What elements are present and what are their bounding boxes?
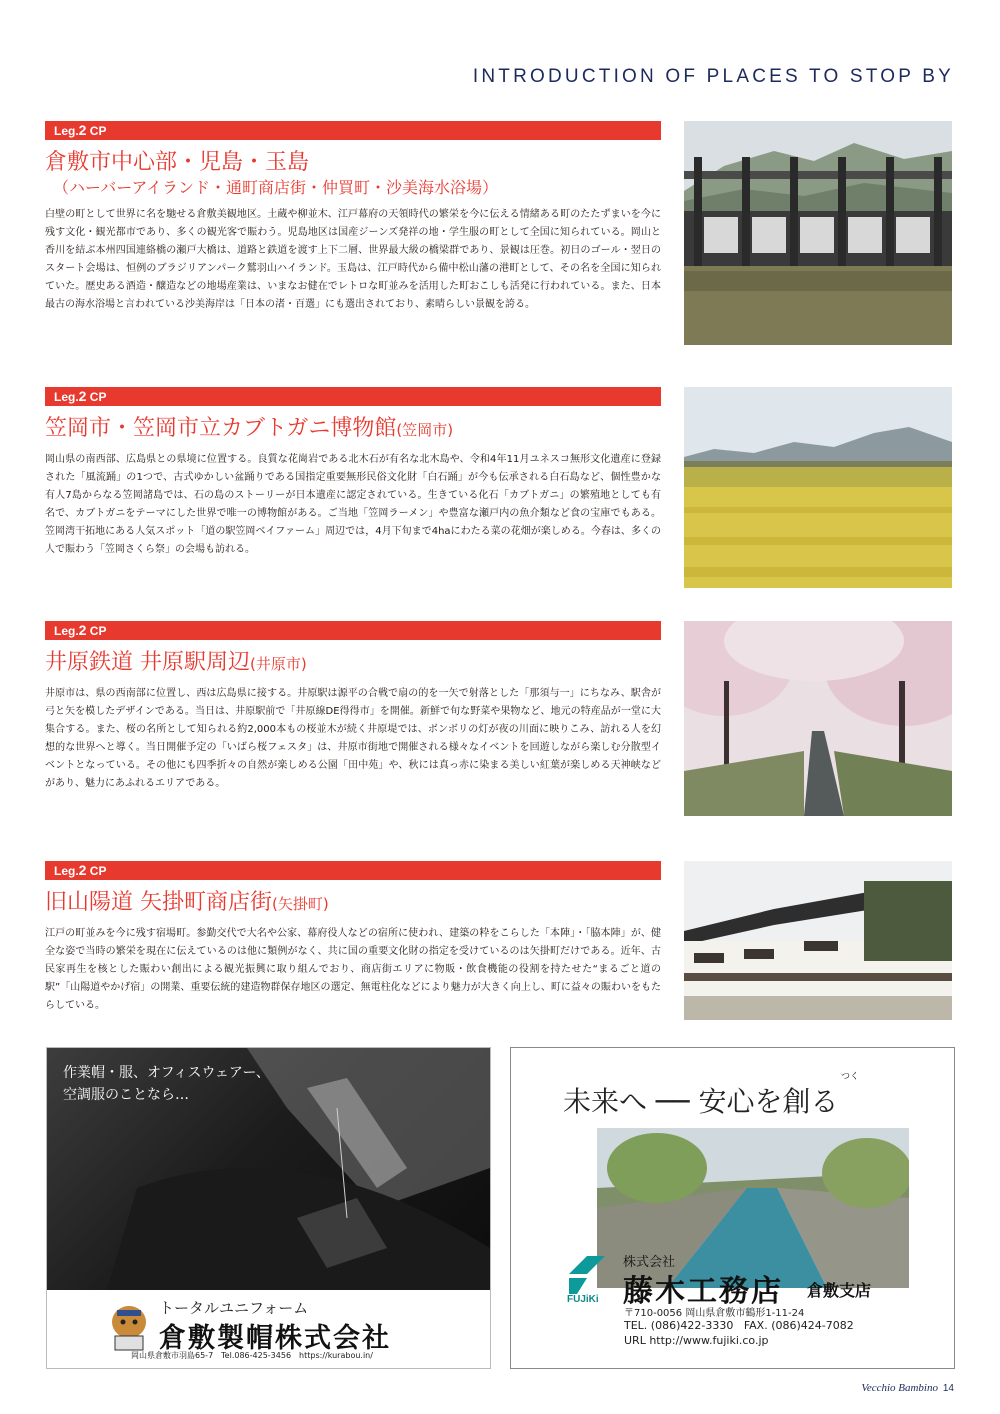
fujiki-logo-icon [565, 1250, 609, 1296]
leg-number: 2 [78, 622, 87, 638]
section-title-text: 旧山陽道 矢掛町商店街 [45, 890, 272, 915]
section-kasaoka [45, 387, 661, 559]
leg-bar [45, 121, 661, 140]
ad-address: 岡山県倉敷市羽島65-7 Tel.086-425-3456 https://kurabou.in/ [131, 1351, 373, 1360]
leg-prefix: Leg. [54, 864, 79, 878]
leg-prefix: Leg. [54, 390, 79, 404]
section-title [45, 889, 661, 918]
photo-rapeseed-field [684, 387, 952, 588]
branch-name: 倉敷支店 [807, 1281, 872, 1300]
page-header: INTRODUCTION OF PLACES TO STOP BY [472, 66, 954, 87]
tagline-line-2: 空調服のことなら… [63, 1087, 189, 1103]
ad-headline: 未来へ ── 安心を創る [563, 1085, 839, 1118]
postal-address: 〒710-0056 岡山県倉敷市鶴形1-11-24 [624, 1308, 805, 1319]
fujiki-logo-text: FUJiKi [567, 1294, 599, 1305]
leg-bar [45, 387, 661, 406]
section-kurashiki [45, 121, 661, 314]
ad-kurabou[interactable] [46, 1047, 491, 1369]
leg-prefix: Leg. [54, 124, 79, 138]
brand-name: 倉敷製帽株式会社 [159, 1323, 391, 1354]
leg-number: 2 [78, 122, 87, 138]
ad-tagline [63, 1062, 270, 1106]
tel-fax: TEL. (086)422-3330 FAX. (086)424-7082 [624, 1319, 854, 1332]
section-title-text: 井原鉄道 井原駅周辺 [45, 650, 250, 675]
section-body: 白壁の町として世界に名を馳せる倉敷美観地区。土蔵や柳並木、江戸幕府の天領時代の繁栄を今に伝える情緒ある町のたたずまいを今に残す文化・観光都市であり、多くの観光客で賑わう。児島地区は国産ジーンズ発祥の地・学生服の町として全国に知られている。岡山と香川を結ぶ本州四国連絡橋の瀬戸大橋は、道路と鉄道を渡す上下二層、世界最大級の橋梁群であり、景観は圧巻。初日のゴール・翌日のスタート会場は、恒例のブラジリアンパーク鷲羽山ハイランド。玉島は、江戸時代から備中松山藩の港町として、その名を全国に知られていた。歴史ある酒造・醸造などの地場産業は、いまなお健在でレトロな町並みを活用した町おこしも活発に行われている。また、日本最古の海水浴場と言われている沙美海岸は「日本の渚・百選」にも選出されており、素晴らしい景観を誇る。 [45, 209, 661, 310]
section-title [45, 649, 661, 678]
tagline-line-1: 作業帽・服、オフィスウェアー、 [63, 1065, 270, 1081]
leg-cp: CP [86, 624, 107, 638]
leg-number: 2 [78, 862, 87, 878]
section-title-city: (井原市) [250, 655, 307, 673]
leg-cp: CP [86, 390, 107, 404]
cherry-blossom-illustration [684, 621, 952, 816]
mascot-icon [103, 1300, 155, 1352]
brand-top: トータルユニフォーム [159, 1299, 309, 1317]
photo-canal-sluice [684, 121, 952, 345]
section-title [45, 415, 661, 444]
section-body: 岡山県の南西部、広島県との県境に位置する。良質な花崗岩である北木石が有名な北木島や、令和4年11月ユネスコ無形文化遺産に登録された「風流踊」の1つで、古式ゆかしい盆踊りである国指定重要無形民俗文化財「白石踊」が今も伝承される白石島など、個性豊かな有人7島からなる笠岡諸島では、石の島のストーリーが日本遺産に認定されている。生きている化石「カブトガニ」の繁殖地としても有名で、カブトガニをテーマにした世界で唯一の博物館がある。ご当地「笠岡ラーメン」や豊富な瀬戸内の魚介類など食の宝庫でもある。笠岡湾干拓地にある人気スポット「道の駅笠岡ベイファーム」周辺では，4月下旬まで4haにわたる菜の花畑が楽しめる。今春は、多くの人で賑わう「笠岡さくら祭」の会場も訪れる。 [45, 454, 661, 555]
headline-ruby: つく [841, 1072, 860, 1082]
leg-number: 2 [78, 388, 87, 404]
section-title [45, 149, 661, 177]
leg-cp: CP [86, 124, 107, 138]
section-body: 井原市は、県の西南部に位置し、西は広島県に接する。井原駅は源平の合戦で扇の的を一矢で射落とした「那須与一」にちなみ、駅舎が弓と矢を模したデザインである。当日は、井原駅前で「井原線DE得得市」を開催。新鮮で旬な野菜や果物など、地元の特産品が一堂に大集合する。また、桜の名所として知られる約2,000本もの桜並木が続く井原堤では、ボンボリの灯が夜の川面に映りこみ、訪れる人を幻想的な世界へと導く。当日開催予定の「いばら桜フェスタ」は、井原市街地で開催される様々なイベントを回遊しながら楽しむ分散型イベントとなっている。その他にも四季折々の自然が楽しめる公園「田中苑」や、秋には真っ赤に染まる美しい紅葉が楽しめる天神峡などがあり、魅力にあふれるエリアである。 [45, 688, 661, 789]
photo-cherry-blossom-path [684, 621, 952, 816]
ad-photo-embroidery-machine [47, 1048, 490, 1290]
leg-bar [45, 861, 661, 880]
sluice-gate-illustration [684, 121, 952, 345]
page-number: 14 [942, 1383, 954, 1394]
ad-fujiki[interactable] [510, 1047, 955, 1369]
section-title-text: 笠岡市・笠岡市立カブトガニ博物館 [45, 416, 397, 441]
company-prefix: 株式会社 [623, 1255, 676, 1270]
section-ibara [45, 621, 661, 793]
section-title-city: (笠岡市) [396, 421, 454, 439]
section-body: 江戸の町並みを今に残す宿場町。参勤交代で大名や公家、幕府役人などの宿所に使われ、建築の粋をこらした「本陣」・「脇本陣」が、健全な姿で当時の繁栄を現在に伝えているのは他に類例がなく、共に国の重要文化財の指定を受けているのは矢掛町だけである。近年、古民家再生を核とした賑わい創出による観光振興に取り組んでおり、商店街エリアに物販・飲食機能の役割を持たせた“まるごと道の駅”「山陽道やかげ宿」の開業、重要伝統的建造物群保存地区の選定、無電柱化などにより魅力が大きく向上し、町に益々の賑わいをもたらしている。 [45, 928, 661, 1011]
old-townhouse-illustration [684, 861, 952, 1020]
company-url[interactable]: URL http://www.fujiki.co.jp [624, 1334, 769, 1347]
section-title-text: 倉敷市中心部・児島・玉島 [45, 150, 310, 175]
section-subtitle: （ハーバーアイランド・通町商店街・仲買町・沙美海水浴場） [53, 178, 498, 197]
leg-bar [45, 621, 661, 640]
leg-cp: CP [86, 864, 107, 878]
company-name: 藤木工務店 [623, 1274, 783, 1309]
section-yakage [45, 861, 661, 1015]
section-title-city: (矢掛町) [272, 895, 329, 913]
leg-prefix: Leg. [54, 624, 79, 638]
rapeseed-field-illustration [684, 387, 952, 588]
photo-old-street [684, 861, 952, 1020]
magazine-logo: Vecchio Bambino [861, 1382, 938, 1394]
